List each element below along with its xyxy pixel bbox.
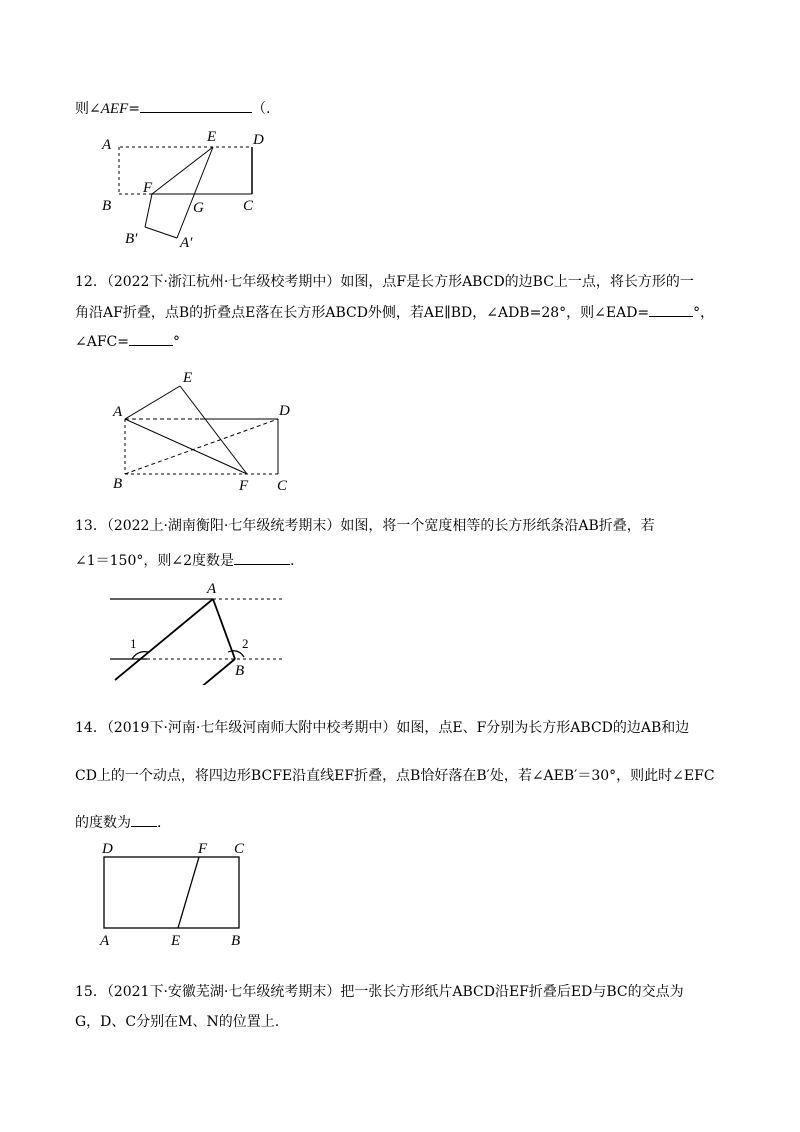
- fig13-label-1: 1: [130, 636, 137, 651]
- q14-line-3: [75, 812, 735, 833]
- fig12-diag-bd-dashed: [125, 419, 278, 474]
- q11-answer-line: [75, 98, 735, 119]
- fig11-label-f: F: [143, 180, 153, 196]
- fig14-rectangle-abcd: [104, 857, 239, 928]
- fig11-edge-b1a1: [145, 227, 177, 238]
- q12-number: 12．: [75, 274, 107, 290]
- fig11-label-d: D: [253, 132, 264, 148]
- fig12-label-b: B: [113, 476, 123, 492]
- fig13-label-a: A: [207, 581, 217, 597]
- q15-line-1: [75, 982, 735, 1002]
- fig11-label-g: G: [193, 200, 204, 216]
- fig11-label-e: E: [207, 129, 217, 145]
- q12-blank-afc[interactable]: [129, 331, 173, 346]
- q12-line-2: [75, 302, 735, 323]
- fig13-fold-edge: [213, 599, 235, 659]
- q12-unit-2: °，: [693, 305, 715, 321]
- fig14-label-d: D: [102, 841, 113, 857]
- fig11-label-b: B: [102, 198, 112, 214]
- fig11-label-b1: B′: [125, 231, 138, 247]
- q15-text-1: 把一张长方形纸片ABCD沿EF折叠后ED与BC的交点为: [340, 984, 684, 1000]
- q14-text-3: 的度数为: [75, 815, 131, 831]
- q15-source: （2021下·安徽芜湖·七年级统考期末）: [106, 984, 341, 1000]
- q12-source: （2022下·浙江杭州·七年级校考期中）: [106, 274, 341, 290]
- q11-eq: =: [128, 101, 140, 117]
- q14-number: 14．: [75, 720, 107, 736]
- fig14-label-f: F: [198, 841, 208, 857]
- fig14-label-e: E: [171, 933, 181, 949]
- fig12-label-a: A: [113, 404, 123, 420]
- q14-line-1: [75, 718, 735, 738]
- fig11-edge-fb1: [145, 194, 152, 227]
- q11-angle: AEF: [100, 101, 129, 117]
- q13-answer-blank[interactable]: [234, 550, 290, 565]
- q15-number: 15．: [75, 984, 107, 1000]
- fig11-label-a: A: [102, 137, 112, 153]
- figure-12: [105, 366, 295, 494]
- q15-line-2: [75, 1012, 735, 1032]
- q12-text-3: ∠AFC=: [75, 334, 129, 350]
- q15-text-2: G，D、C分别在M、N的位置上.: [75, 1014, 280, 1030]
- q13-number: 13．: [75, 518, 107, 534]
- fig11-label-a1: A′: [180, 235, 193, 251]
- fig12-label-c: C: [277, 478, 288, 494]
- q13-source: （2022上·湖南衡阳·七年级统考期末）: [106, 518, 341, 534]
- fig13-strip-edge-2: [188, 659, 235, 685]
- fig14-fold-ef: [178, 857, 199, 928]
- q11-prefix: 则∠: [75, 101, 101, 117]
- q14-suffix: .: [157, 815, 162, 831]
- fig13-label-b: B: [235, 663, 245, 679]
- fig11-label-c: C: [243, 198, 254, 214]
- fig13-angle-2-arc: [228, 651, 244, 657]
- fig12-label-d: D: [279, 403, 290, 419]
- q13-line-2: [75, 550, 735, 571]
- fig12-edge-ef: [180, 386, 247, 474]
- q14-source: （2019下·河南·七年级河南师大附中校考期中）: [106, 720, 397, 736]
- q12-line-3: [75, 331, 735, 352]
- fig12-edge-ae: [125, 386, 180, 419]
- q11-suffix: （.: [251, 101, 271, 117]
- q11-answer-blank[interactable]: [140, 98, 252, 113]
- fig14-label-a: A: [100, 933, 110, 949]
- q12-text-1: 如图，点F是长方形ABCD的边BC上一点，将长方形的一: [340, 274, 694, 290]
- q12-blank-ead[interactable]: [649, 302, 693, 317]
- q14-line-2: [75, 766, 735, 786]
- q14-answer-blank[interactable]: [131, 812, 157, 827]
- q14-text-2: CD上的一个动点，将四边形BCFE沿直线EF折叠，点B恰好落在B′处，若∠AEB′＝30°，则此时∠EFC: [75, 768, 715, 784]
- fig12-label-f: F: [239, 478, 249, 494]
- q13-suffix: .: [290, 553, 295, 569]
- fig14-label-b: B: [231, 933, 241, 949]
- q12-unit-3: °: [173, 334, 180, 350]
- figure-13: [100, 580, 290, 685]
- q12-text-2: 角沿AF折叠，点B的折叠点E落在长方形ABCD外侧，若AE∥BD，∠ADB=28°，则∠EAD=: [75, 305, 650, 321]
- q14-text-1: 如图，点E、F分别为长方形ABCD的边AB和边: [396, 720, 690, 736]
- fig14-label-c: C: [234, 841, 245, 857]
- fig12-fold-af: [125, 419, 247, 474]
- fig13-label-2: 2: [242, 636, 249, 651]
- q13-line-1: [75, 516, 735, 536]
- q13-text-2: ∠1＝150°，则∠2度数是: [75, 553, 234, 569]
- q12-line-1: [75, 272, 735, 292]
- figure-11: [95, 124, 275, 254]
- q13-text-1: 如图，将一个宽度相等的长方形纸条沿AB折叠，若: [340, 518, 655, 534]
- figure-14: [95, 838, 255, 950]
- fig12-label-e: E: [183, 370, 193, 386]
